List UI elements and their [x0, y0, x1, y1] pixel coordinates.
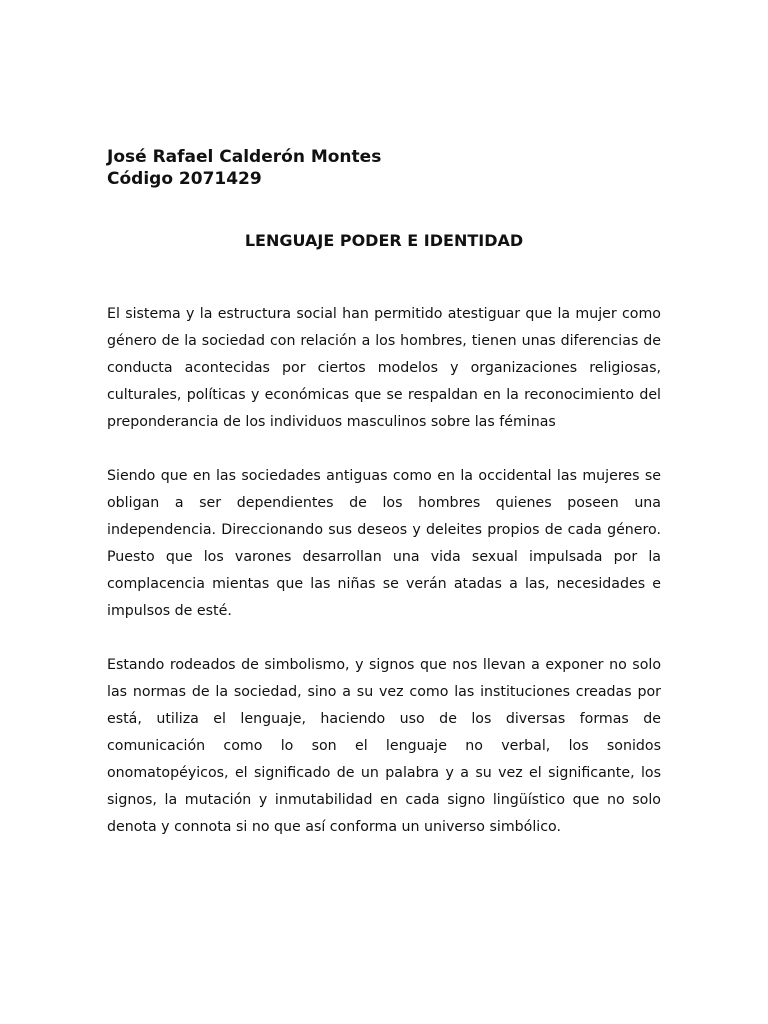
paragraph-2: Siendo que en las sociedades antiguas como en la occidental las mujeres se obligan a ser dependientes de los hombres quienes poseen una independencia. Direccionando sus deseos y deleites propios de cada género. Puesto que los varones desarrollan una vida sexual impulsada por la complacencia mientas que las niñas se verán atadas a las, necesidades e impulsos de esté.	[107, 468, 661, 619]
author-name: José Rafael Calderón Montes	[107, 147, 382, 167]
document-body	[107, 301, 661, 841]
paragraph-3: Estando rodeados de simbolismo, y signos que nos llevan a exponer no solo las normas de la sociedad, sino a su vez como las instituciones creadas por está, utiliza el lenguaje, haciendo uso de los diversas formas de comunicación como lo son el lenguaje no verbal, los sonidos onomatopéyicos, el significado de un palabra y a su vez el significante, los signos, la mutación y inmutabilidad en cada signo lingüístico que no solo denota y connota si no que así conforma un universo simbólico.	[107, 657, 661, 835]
document-title: LENGUAJE PODER E IDENTIDAD	[244, 231, 524, 250]
student-code: Código 2071429	[107, 169, 262, 189]
paragraph-1: El sistema y la estructura social han permitido atestiguar que la mujer como género de la sociedad con relación a los hombres, tienen unas diferencias de conducta acontecidas por ciertos modelos y organizaciones religiosas, culturales, políticas y económicas que se respaldan en la reconocimiento del preponderancia de los individuos masculinos sobre las féminas	[107, 306, 661, 430]
document-header	[107, 146, 667, 190]
